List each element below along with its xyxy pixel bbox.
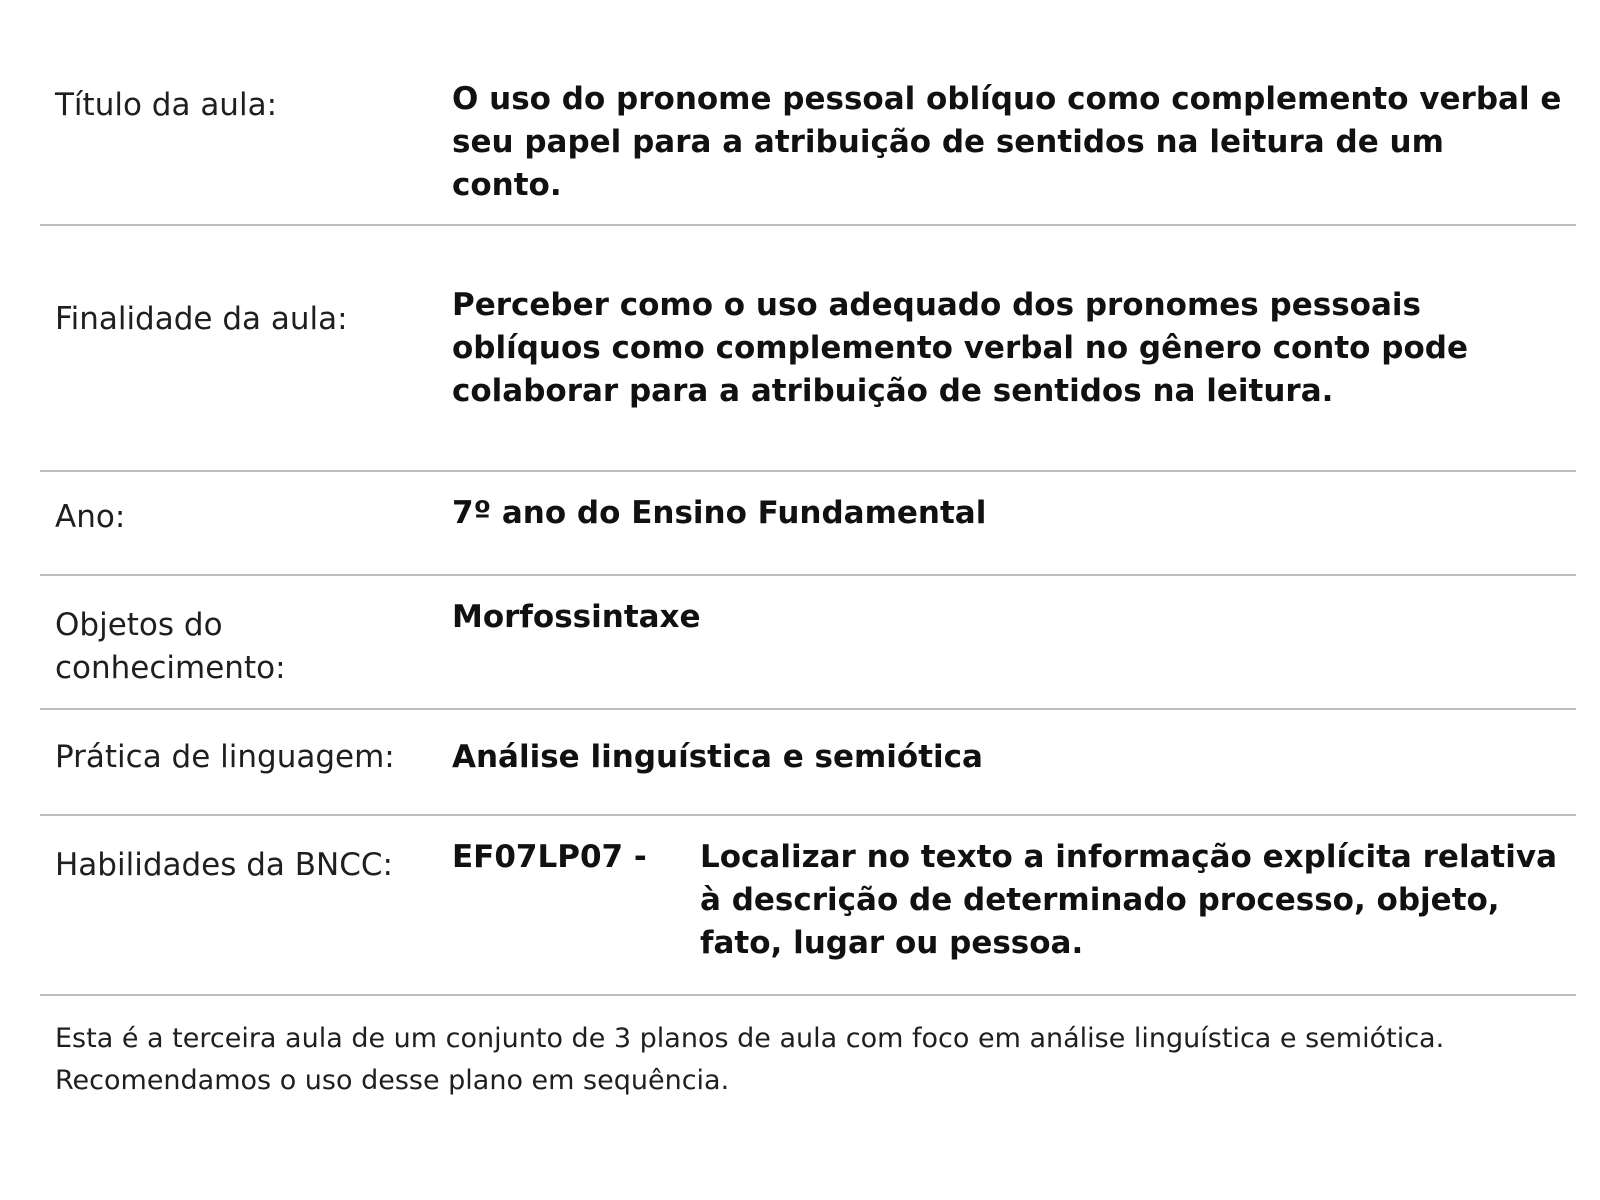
lesson-plan-sheet: [40, 0, 1576, 1200]
row-titulo: [40, 60, 1576, 226]
label-ano: Ano:: [55, 499, 126, 535]
label-finalidade: Finalidade da aula:: [55, 301, 348, 337]
bncc-code: EF07LP07 -: [452, 839, 647, 875]
row-objetos: [40, 576, 1576, 710]
value-titulo: O uso do pronome pessoal oblíquo como complemento verbal e seu papel para a atribuição de sentidos na leitura de um conto.: [452, 81, 1562, 203]
value-ano: 7º ano do Ensino Fundamental: [452, 495, 987, 531]
sequence-note: Esta é a terceira aula de um conjunto de 3 planos de aula com foco em análise linguística e semiótica. Recomendamos o uso desse plano em sequência.: [55, 1023, 1445, 1096]
value-pratica: Análise linguística e semiótica: [452, 739, 983, 775]
value-finalidade: Perceber como o uso adequado dos pronomes pessoais oblíquos como complemento verbal no gênero conto pode colaborar para a atribuição de sentidos na leitura.: [452, 287, 1468, 409]
bncc-description: Localizar no texto a informação explícita relativa à descrição de determinado processo, objeto, fato, lugar ou pessoa.: [700, 839, 1558, 961]
value-objetos: Morfossintaxe: [452, 599, 701, 635]
label-habilidades: Habilidades da BNCC:: [55, 847, 393, 883]
row-habilidades: [40, 816, 1576, 996]
label-pratica: Prática de linguagem:: [55, 739, 395, 775]
label-objetos: Objetos do conhecimento:: [55, 607, 286, 686]
row-finalidade: [40, 226, 1576, 472]
row-pratica: [40, 710, 1576, 816]
row-ano: [40, 472, 1576, 576]
label-titulo: Título da aula:: [55, 87, 278, 123]
